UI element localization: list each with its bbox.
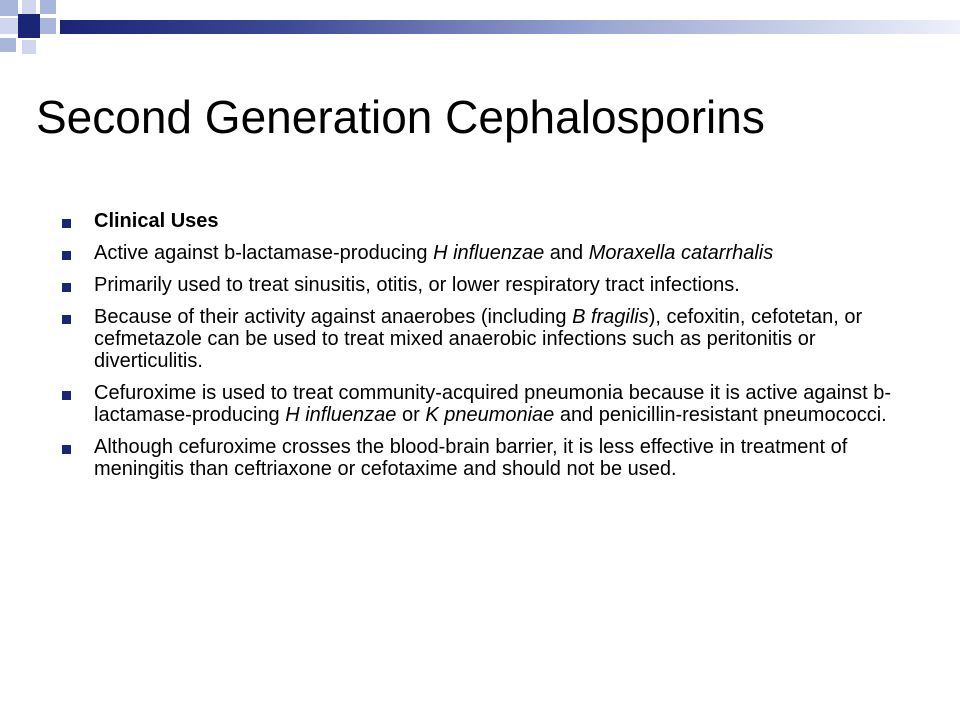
square-bullet-icon <box>62 251 71 260</box>
deco-square <box>22 0 36 14</box>
bullet-text-segment: ), cefoxitin, cefotetan, or cefmetazole can be used to treat mixed anaerobic infections such as peritonitis or diverticulitis. <box>94 306 863 372</box>
bullet-text <box>94 242 900 264</box>
bullet-text-segment: H influenzae <box>433 242 545 264</box>
deco-square <box>22 40 36 54</box>
bullet-item <box>60 436 900 480</box>
bullet-text-segment: Cefuroxime is used to treat community-acquired pneumonia because it is active against b-lactamase-producing <box>94 382 892 426</box>
bullet-list <box>60 210 900 490</box>
deco-square <box>40 18 56 34</box>
deco-square <box>0 38 16 52</box>
bullet-text-segment: Although cefuroxime crosses the blood-brain barrier, it is less effective in treatment of meningitis than ceftriaxone or cefotaxime and should not be used. <box>94 436 848 480</box>
bullet-text-segment: Moraxella catarrhalis <box>588 242 774 264</box>
square-bullet-icon <box>62 445 71 454</box>
bullet-text-segment: B fragilis <box>572 306 649 328</box>
bullet-text <box>94 274 900 296</box>
bullet-text-segment: Because of their activity against anaerobes (including <box>94 306 573 328</box>
square-bullet-icon <box>62 219 71 228</box>
deco-square <box>0 0 18 16</box>
slide-title: Second Generation Cephalosporins <box>36 91 765 143</box>
bullet-text <box>94 306 900 372</box>
bullet-item <box>60 382 900 426</box>
bullet-text-segment: and <box>544 242 589 264</box>
deco-square <box>18 14 40 38</box>
bullet-item <box>60 210 900 232</box>
deco-square <box>40 0 56 14</box>
bullet-item <box>60 242 900 264</box>
bullet-text-segment: Primarily used to treat sinusitis, otitis, or lower respiratory tract infections. <box>94 274 740 296</box>
bullet-text <box>94 382 900 426</box>
bullet-text <box>94 210 900 232</box>
decorative-header-bar <box>60 20 960 34</box>
bullet-text-segment: and penicillin-resistant pneumococci. <box>554 404 887 426</box>
bullet-text-segment: H influenzae <box>285 404 397 426</box>
bullet-text-segment: or <box>396 404 426 426</box>
square-bullet-icon <box>62 315 71 324</box>
bullet-text-segment: K pneumoniae <box>425 404 555 426</box>
deco-square <box>0 18 18 34</box>
square-bullet-icon <box>62 283 71 292</box>
square-bullet-icon <box>62 391 71 400</box>
bullet-text-segment: Active against b-lactamase-producing <box>94 242 434 264</box>
bullet-item <box>60 306 900 372</box>
bullet-text-segment: Clinical Uses <box>94 210 219 232</box>
bullet-text <box>94 436 900 480</box>
bullet-item <box>60 274 900 296</box>
